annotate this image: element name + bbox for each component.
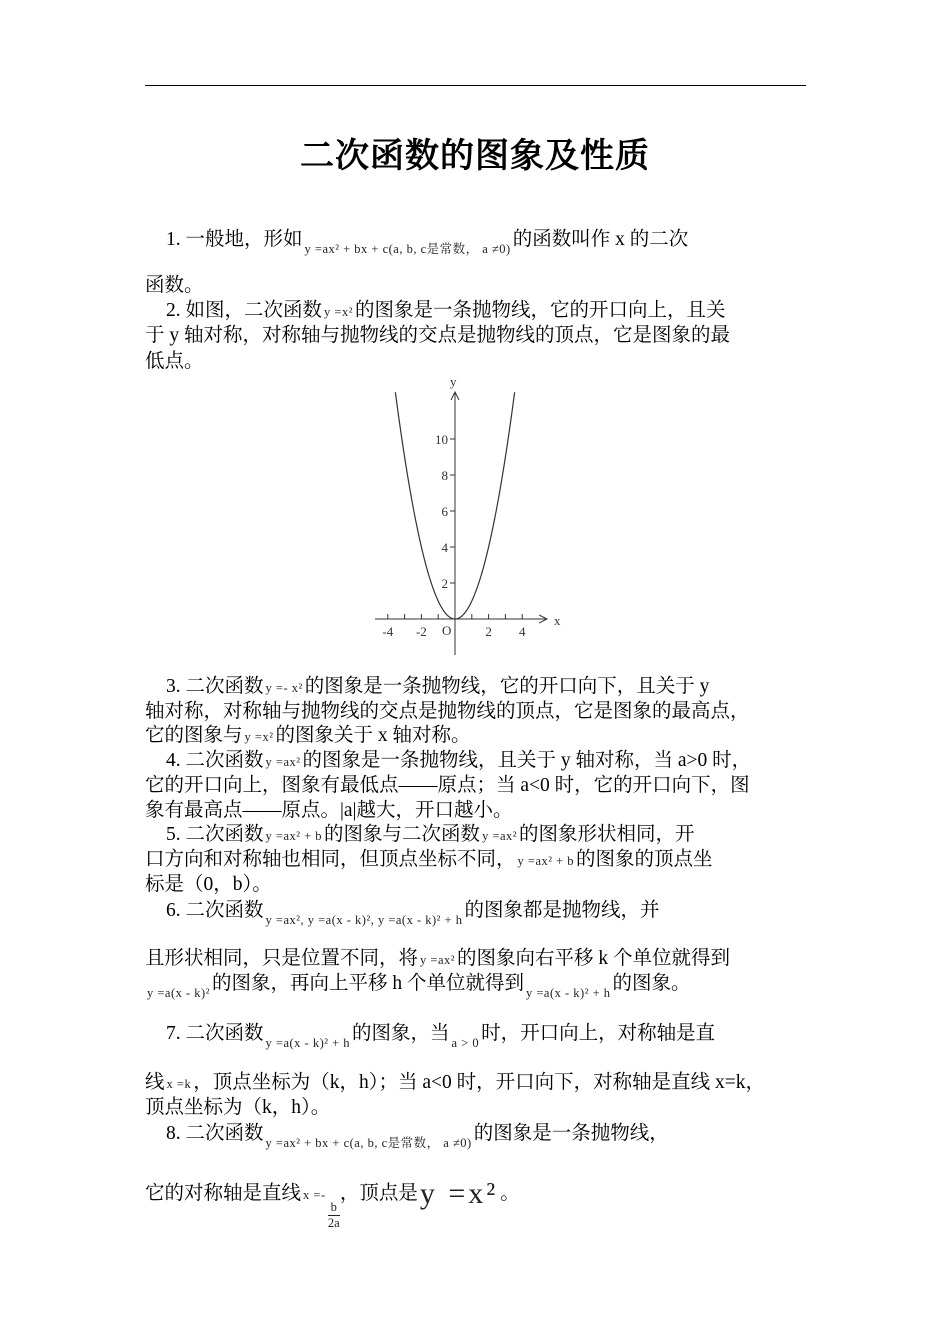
- x-tick-label: 2: [485, 624, 492, 639]
- item-text: 的图象都是抛物线，并: [464, 900, 660, 921]
- item-8-line-2: [145, 1177, 807, 1231]
- item-6-line-1: [145, 897, 828, 934]
- y-tick-label: 4: [441, 540, 448, 555]
- x-tick-label: 4: [518, 624, 526, 639]
- item-6-line-3: [145, 970, 807, 1007]
- item-text: 的图象是一条抛物线，且关于 y 轴对称，当 a>0 时，: [302, 750, 752, 771]
- item-text: 二次函数: [185, 900, 264, 921]
- formula: y =ax²: [265, 755, 301, 769]
- item-number: 4.: [166, 750, 181, 771]
- item-text: 二次函数: [185, 824, 264, 845]
- item-text: 的图象向右平移 k 个单位就得到: [457, 948, 731, 969]
- item-text: 的图象，当: [352, 1023, 450, 1044]
- item-text: 且形状相同，只是位置不同，将: [145, 948, 419, 969]
- item-number: 7.: [166, 1023, 181, 1044]
- item-text: 二次函数: [185, 1023, 264, 1044]
- parabola-graph: [365, 370, 575, 660]
- page-title: 二次函数的图象及性质: [300, 138, 650, 175]
- item-1-line-1: [145, 226, 828, 263]
- formula: y =ax² + b: [265, 829, 323, 843]
- formula: y =ax²: [482, 829, 518, 843]
- item-text: 二次函数: [185, 1123, 264, 1144]
- item-2-line-3: 低点。: [145, 351, 204, 372]
- x-tick-label: -4: [382, 624, 394, 639]
- x-tick-label: -2: [415, 624, 427, 639]
- item-text: 时，开口向上，对称轴是直: [481, 1023, 716, 1044]
- item-text: 它的图象与: [145, 725, 243, 746]
- item-2-line-2: 于 y 轴对称，对称轴与抛物线的交点是抛物线的顶点，它是图象的最: [145, 325, 731, 346]
- header-rule: [145, 85, 806, 86]
- item-text: ，顶点是: [339, 1183, 418, 1204]
- item-text: 口方向和对称轴也相同，但顶点坐标不同，: [145, 849, 516, 870]
- item-text: 的图象。: [612, 973, 691, 994]
- fraction: [328, 1200, 340, 1231]
- item-4-line-2: 它的开口向上，图象有最低点——原点；当 a<0 时，它的开口向下，图: [145, 775, 750, 796]
- formula: y =a(x - k)²: [147, 986, 210, 1000]
- item-text: 的函数叫作 x 的二次: [512, 229, 689, 250]
- formula: a > 0: [451, 1036, 480, 1050]
- y-axis-label: y: [450, 374, 457, 389]
- item-text: 的图象的顶点坐: [576, 849, 713, 870]
- item-number: 3.: [166, 676, 181, 697]
- item-text: 的图象是一条抛物线，它的开口向下，且关于 y: [304, 676, 710, 697]
- y-tick-label: 2: [441, 576, 448, 591]
- formula: y =ax², y =a(x - k)², y =a(x - k)² + h: [265, 913, 463, 927]
- y-tick-label: 6: [441, 504, 448, 519]
- item-text: ，顶点坐标为（k，h）；当 a<0 时，开口向下，对称轴是直线 x=k，: [193, 1072, 765, 1093]
- item-1-line-2: 函数。: [145, 275, 204, 296]
- item-text: 的图象是一条抛物线，: [473, 1123, 669, 1144]
- formula: y =ax² + bx + c(a, b, c是常数， a ≠0): [265, 1136, 472, 1150]
- formula: y =x²: [324, 305, 353, 319]
- item-text: 二次函数: [185, 676, 264, 697]
- fraction-numerator: b: [328, 1200, 340, 1216]
- item-4-line-3: 象有最高点——原点。|a|越大，开口越小。: [145, 800, 513, 821]
- item-text: 的图象形状相同，开: [519, 824, 695, 845]
- formula: y =a(x - k)² + h: [265, 1036, 351, 1050]
- item-text: 。: [500, 1183, 520, 1204]
- item-7-line-1: [145, 1020, 828, 1057]
- formula: y =ax² + b: [517, 854, 575, 868]
- origin-label: O: [442, 623, 452, 638]
- item-text: 的图象与二次函数: [324, 824, 481, 845]
- item-text: 的图象是一条抛物线，它的开口向上，且关: [354, 300, 726, 321]
- y-tick-label: 8: [441, 468, 448, 483]
- fraction-denominator: 2a: [327, 1216, 340, 1230]
- item-number: 6.: [166, 900, 181, 921]
- item-number: 5.: [166, 824, 181, 845]
- item-7-line-3: 顶点坐标为（k，h）。: [145, 1097, 331, 1118]
- item-text: 二次函数: [185, 750, 264, 771]
- item-text: 一般地，形如: [185, 229, 303, 250]
- item-text: 的图象关于 x 轴对称。: [275, 725, 471, 746]
- formula: y =ax² + bx + c(a, b, c是常数， a ≠0): [304, 242, 511, 256]
- item-3-line-2: 轴对称，对称轴与抛物线的交点是抛物线的顶点，它是图象的最高点，: [145, 701, 750, 722]
- x-axis-label: x: [554, 613, 561, 628]
- formula: y =- x²: [265, 681, 303, 695]
- formula: x =k: [166, 1077, 192, 1091]
- formula: y =ax²: [420, 953, 455, 967]
- item-number: 8.: [166, 1123, 181, 1144]
- y-tick-label: 10: [435, 432, 448, 447]
- formula: y =x²: [244, 730, 274, 744]
- item-text: 如图，二次函数: [185, 300, 323, 321]
- item-number: 2.: [166, 300, 181, 321]
- item-text: 线: [145, 1072, 165, 1093]
- formula: y =a(x - k)² + h: [525, 986, 611, 1000]
- item-5-line-3: 标是（0，b）。: [145, 874, 272, 895]
- item-text: 它的对称轴是直线: [145, 1183, 302, 1204]
- formula: x =-: [303, 1188, 326, 1202]
- formula-large: y =x²: [419, 1177, 499, 1210]
- item-number: 1.: [166, 229, 181, 250]
- item-8-line-1: [145, 1120, 828, 1157]
- item-text: 的图象，再向上平移 h 个单位就得到: [211, 973, 524, 994]
